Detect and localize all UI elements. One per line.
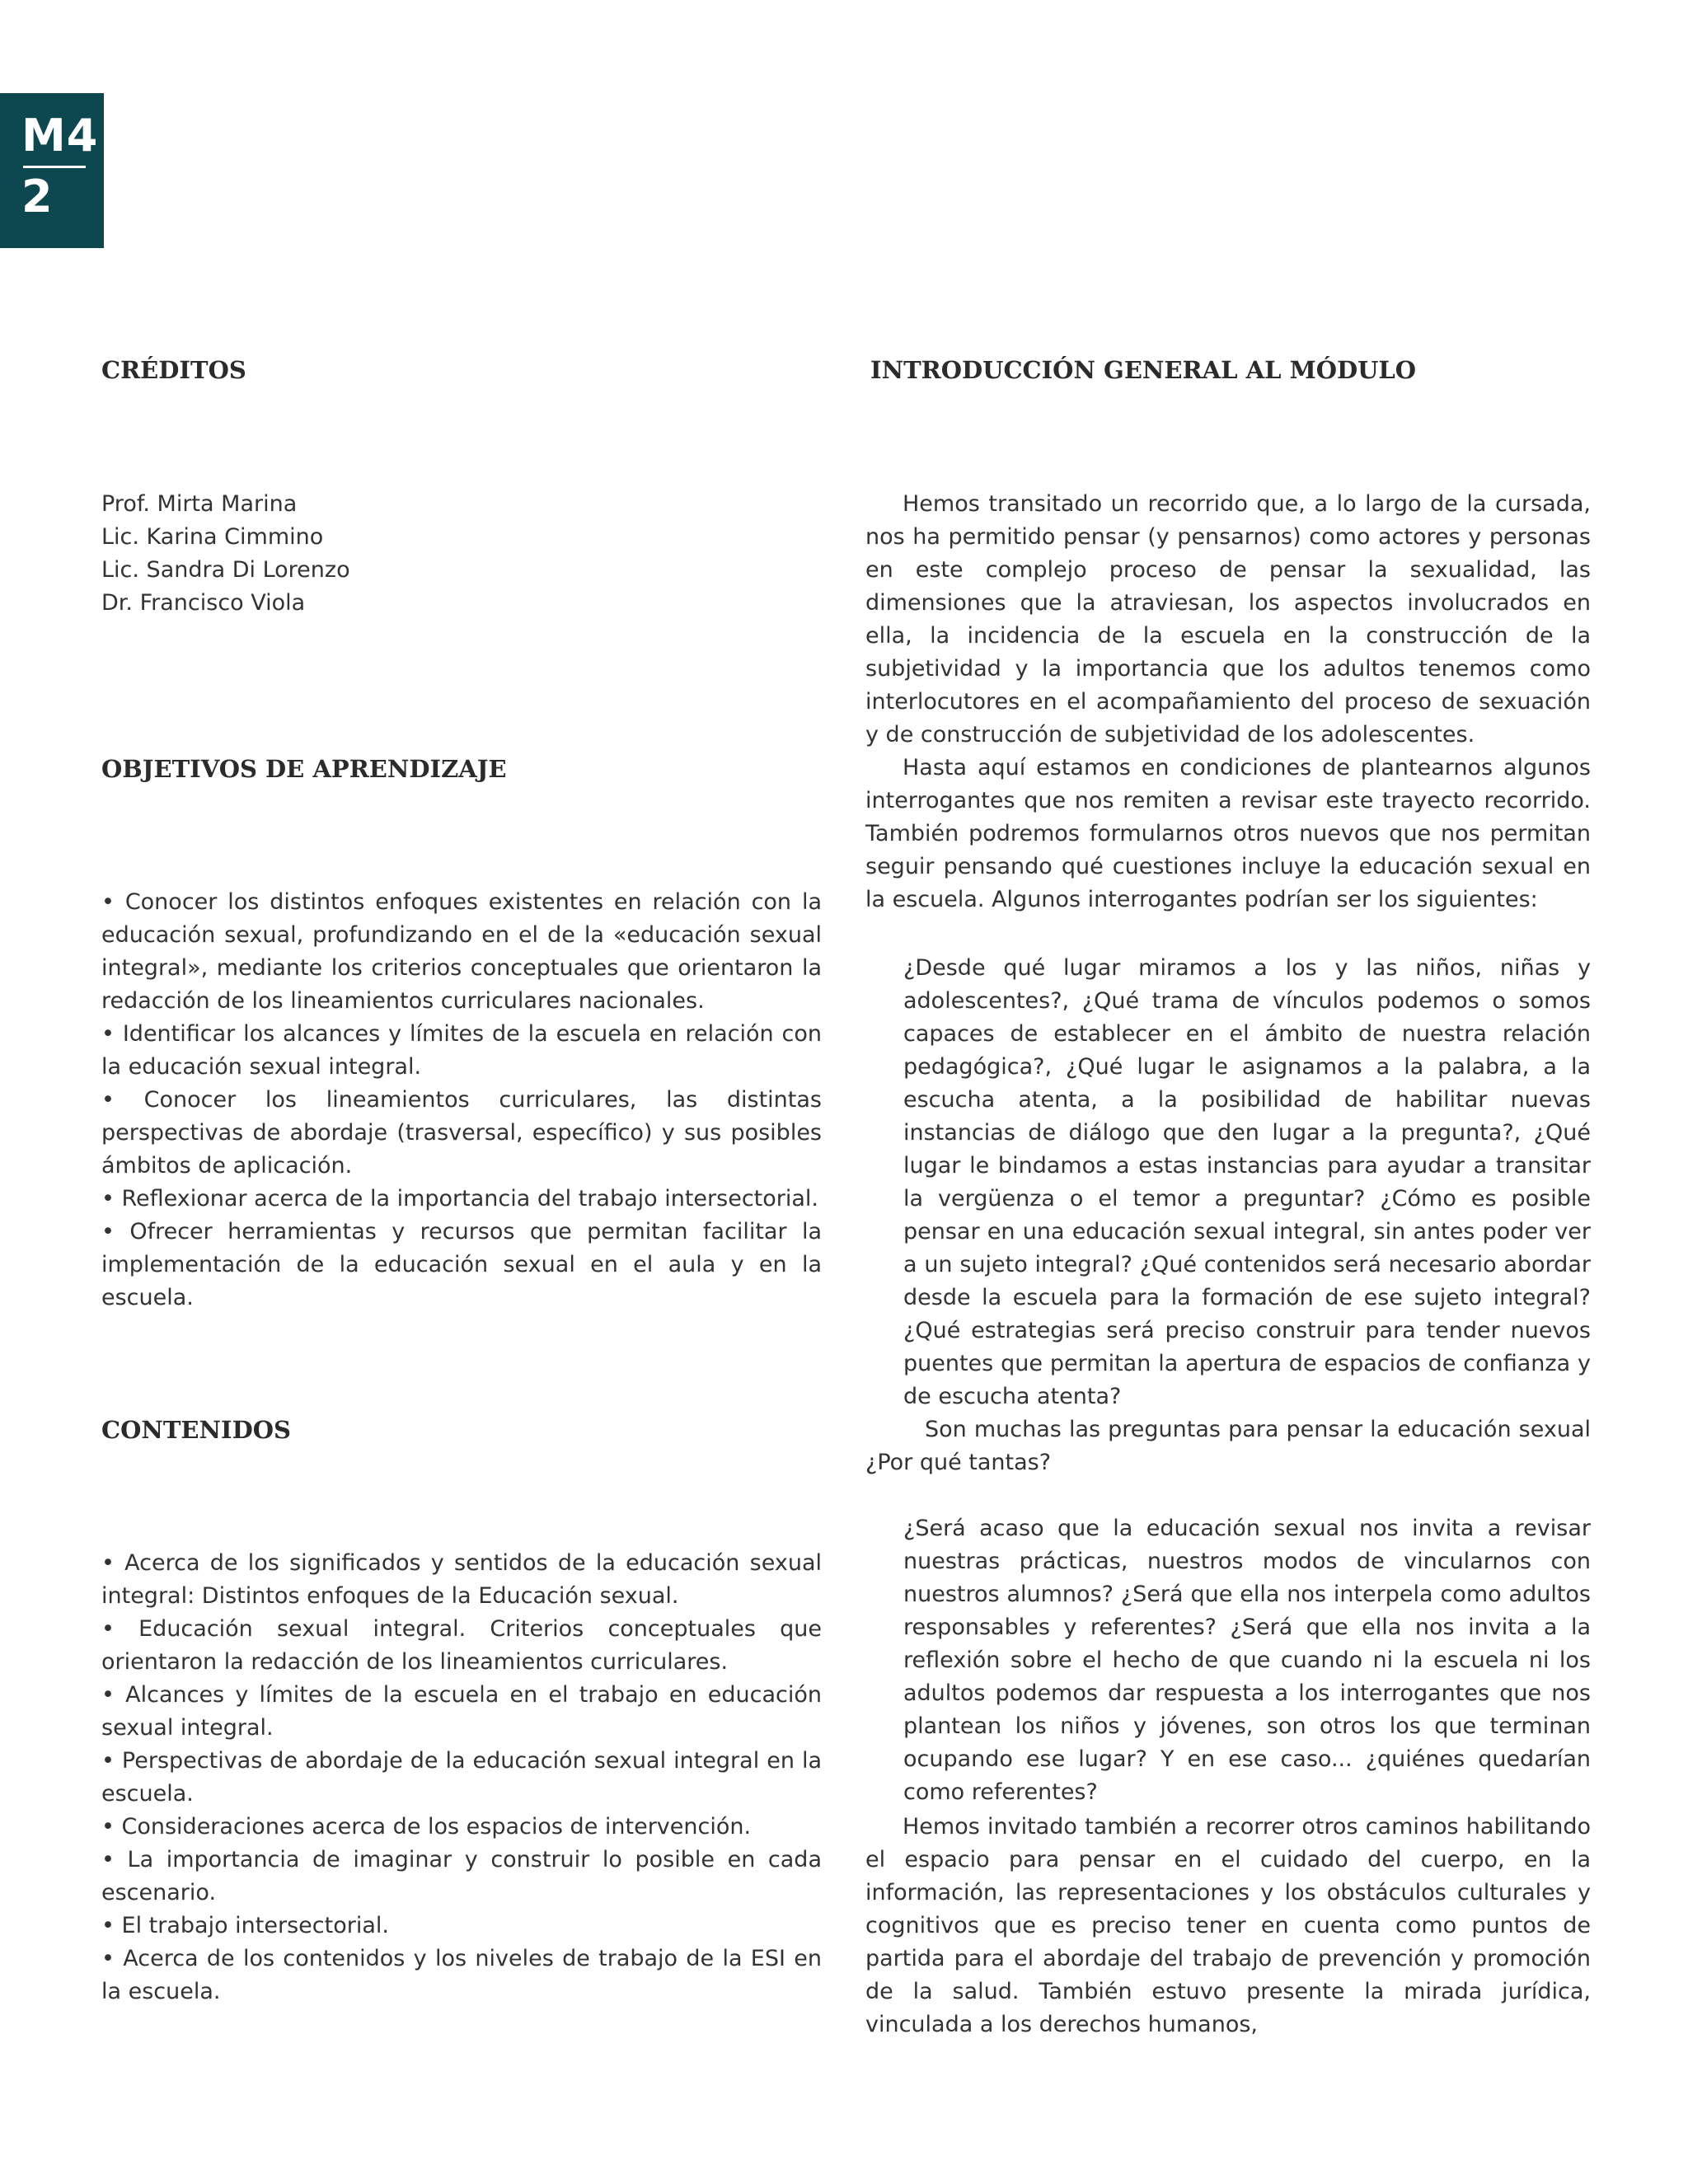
- contents-heading: CONTENIDOS: [101, 1416, 291, 1444]
- final-paragraph: Hemos invitado también a recorrer otros caminos habilitando el espacio para pensar en el cuidado del cuerpo, en la información, las representaciones y los obstáculos culturales y cognitivos que es preciso tener en cuenta como puntos de partida para el abordaje del trabajo de prevención y promoción de la salud. También estuvo presente la mirada jurídica, vinculada a los derechos humanos,: [865, 1814, 1591, 2037]
- objectives-heading: OBJETIVOS DE APRENDIZAJE: [101, 755, 507, 783]
- page-number: 2: [21, 171, 53, 223]
- content-item: • La importancia de imaginar y construir lo posible en cada escenario.: [101, 1847, 822, 1905]
- module-label: M4: [21, 110, 99, 162]
- objective-item: • Conocer los distintos enfoques existentes en relación con la educación sexual, profundizando en el de la «educación sexual integral», mediante los criterios conceptuales que orientaron la redacción de los lineamientos curriculares nacionales.: [101, 889, 822, 1014]
- questions-block-1: [903, 952, 1591, 1413]
- quote-paragraph-1: ¿Desde qué lugar miramos a los y las niños, niñas y adolescentes?, ¿Qué trama de vínculos podemos o somos capaces de establecer en el ámbito de nuestra relación pedagógica?, ¿Qué lugar le asignamos a la palabra, a la escucha atenta, a la posibilidad de habilitar nuevas instancias de diálogo que den lugar a la pregunta?, ¿Qué lugar le bindamos a estas instancias para ayudar a transitar la vergüenza o el temor a preguntar? ¿Cómo es posible pensar en una educación sexual integral, sin antes poder ver a un sujeto integral? ¿Qué contenidos será necesario abordar desde la escuela para la formación de ese sujeto integral? ¿Qué estrategias será preciso construir para tender nuevos puentes que permitan la apertura de espacios de confianza y de escucha atenta?: [903, 955, 1591, 1409]
- intro-heading: INTRODUCCIÓN GENERAL AL MÓDULO: [870, 356, 1417, 384]
- credit-name: Prof. Mirta Marina: [101, 491, 298, 517]
- intro-paragraph-1: Hemos transitado un recorrido que, a lo largo de la cursada, nos ha permitido pensar (y pensarnos) como actores y personas en este complejo proceso de pensar la sexualidad, las dimensiones que la atraviesan, los aspectos involucrados en ella, la incidencia de la escuela en la construcción de la subjetividad y la importancia que los adultos tenemos como interlocutores en el acompañamiento del proceso de sexuación y de construcción de subjetividad de los adolescentes.: [865, 491, 1591, 748]
- questions-block-2: [903, 1512, 1591, 1809]
- middle-text: [865, 1413, 1591, 1479]
- credit-name: Lic. Sandra Di Lorenzo: [101, 557, 350, 583]
- content-item: • El trabajo intersectorial.: [101, 1913, 389, 1938]
- intro-body: [865, 488, 1591, 916]
- credit-name: Dr. Francisco Viola: [101, 590, 306, 616]
- objectives-list: [101, 886, 822, 1315]
- final-text: [865, 1811, 1591, 2041]
- tab-divider: [23, 166, 86, 168]
- content-item: • Acerca de los significados y sentidos de la educación sexual integral: Distintos enfoques de la Educación sexual.: [101, 1550, 822, 1609]
- content-item: • Educación sexual integral. Criterios conceptuales que orientaron la redacción de los lineamientos curriculares.: [101, 1616, 822, 1675]
- credit-name: Lic. Karina Cimmino: [101, 524, 324, 550]
- content-item: • Alcances y límites de la escuela en el trabajo en educación sexual integral.: [101, 1682, 822, 1741]
- quote-paragraph-2: ¿Será acaso que la educación sexual nos invita a revisar nuestras prácticas, nuestros modos de vincularnos con nuestros alumnos? ¿Será que ella nos interpela como adultos responsables y referentes? ¿Será que ella nos invita a la reflexión sobre el hecho de que cuando ni la escuela ni los adultos podemos dar respuesta a los interrogantes que nos plantean los niños y jóvenes, son otros los que terminan ocupando ese lugar? Y en ese caso... ¿quiénes quedarían como referentes?: [903, 1516, 1591, 1805]
- credits-list: [101, 488, 596, 620]
- objective-item: • Ofrecer herramientas y recursos que permitan facilitar la implementación de la educación sexual en el aula y en la escuela.: [101, 1219, 822, 1310]
- middle-paragraph: Son muchas las preguntas para pensar la educación sexual ¿Por qué tantas?: [865, 1417, 1591, 1475]
- objective-item: • Identificar los alcances y límites de la escuela en relación con la educación sexual integral.: [101, 1021, 822, 1080]
- credits-heading: CRÉDITOS: [101, 356, 246, 384]
- content-item: • Consideraciones acerca de los espacios de intervención.: [101, 1814, 752, 1840]
- objective-item: • Conocer los lineamientos curriculares, las distintas perspectivas de abordaje (trasversal, específico) y sus posibles ámbitos de aplicación.: [101, 1087, 822, 1179]
- objective-item: • Reflexionar acerca de la importancia del trabajo intersectorial.: [101, 1186, 818, 1212]
- content-item: • Acerca de los contenidos y los niveles de trabajo de la ESI en la escuela.: [101, 1946, 822, 2004]
- module-page-tab: [0, 93, 104, 248]
- contents-list: [101, 1547, 822, 2008]
- intro-paragraph-2: Hasta aquí estamos en condiciones de plantearnos algunos interrogantes que nos remiten a revisar este trayecto recorrido. También podremos formularnos otros nuevos que nos permitan seguir pensando qué cuestiones incluye la educación sexual en la escuela. Algunos interrogantes podrían ser los siguientes:: [865, 755, 1591, 912]
- content-item: • Perspectivas de abordaje de la educación sexual integral en la escuela.: [101, 1748, 822, 1807]
